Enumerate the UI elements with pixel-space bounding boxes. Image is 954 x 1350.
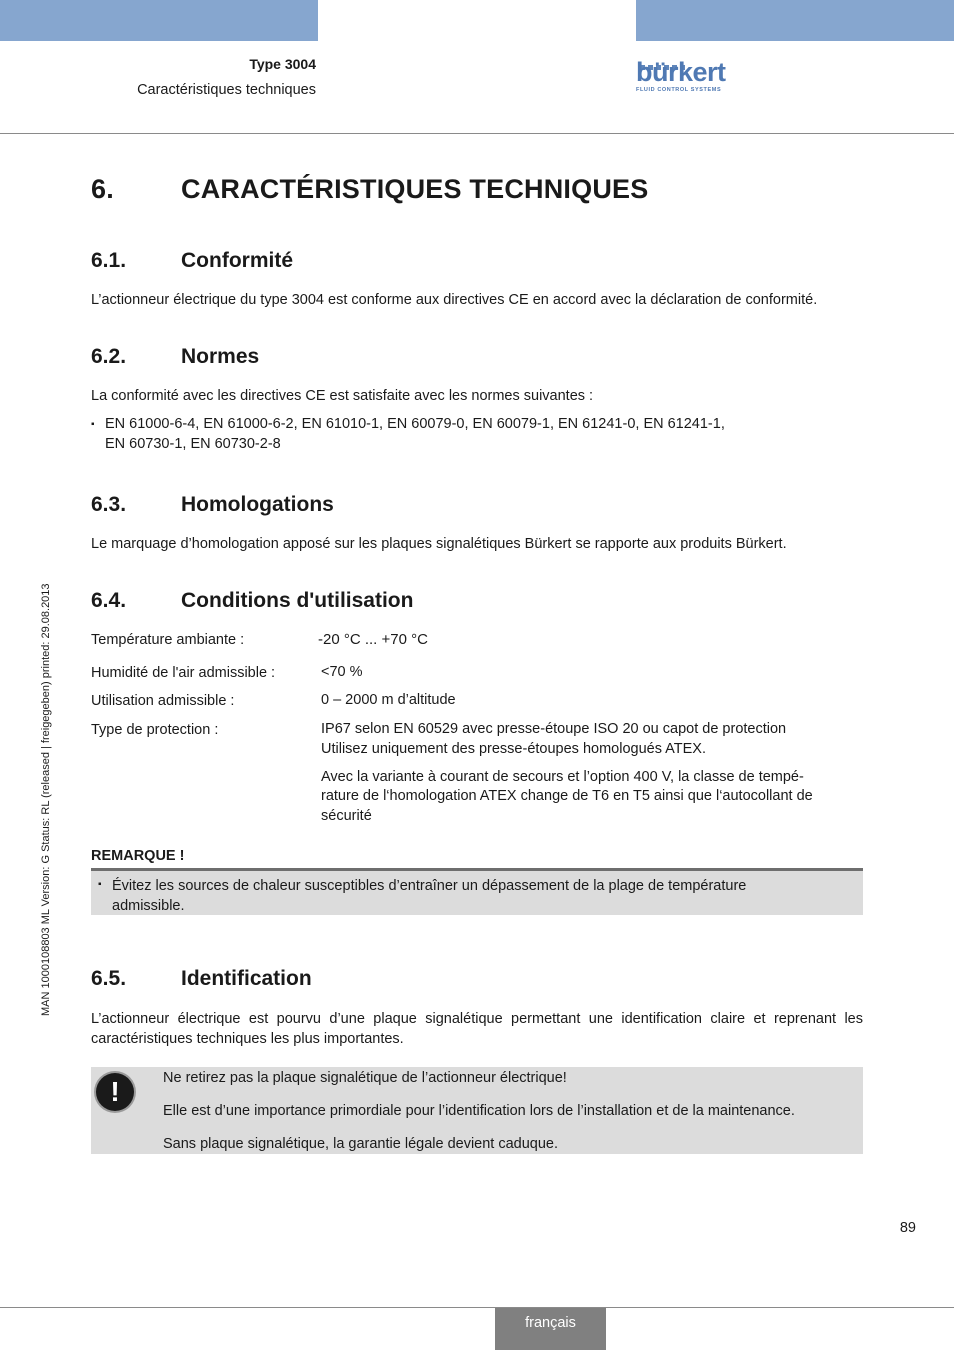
bullet-icon: ▪ [98,879,102,890]
section-number: 6.1. [91,249,127,272]
normes-list-line-2: EN 60730-1, EN 60730-2-8 [105,435,281,452]
remark-box [91,868,863,915]
condition-value-humidity: <70 % [321,664,363,680]
header-divider [0,133,954,134]
conformite-text: L’actionneur électrique du type 3004 est conforme aux directives CE en accord avec la déclaration de conformité. [91,292,818,308]
page-number: 89 [899,1220,916,1236]
bullet-icon: ▪ [91,419,95,430]
header-accent-bar-right [636,0,954,41]
section-heading-identification [91,967,312,991]
exclamation-icon [96,1073,134,1111]
remark-title: REMARQUE ! [91,848,185,864]
condition-value-protection: IP67 selon EN 60529 avec presse-étoupe ISO 20 ou capot de protection [321,721,787,737]
identification-text: L’actionneur électrique est pourvu d’une plaque signalétique permettant une identification claire et reprenant les caractéristiques techniques les plus importantes. [91,1011,863,1047]
section-number: 6.5. [91,967,127,990]
condition-value-temperature: -20 °C ... +70 °C [318,631,428,648]
exclamation-glyph: ! [110,1076,120,1107]
section-heading-homologations [91,493,334,517]
chapter-title: CARACTÉRISTIQUES TECHNIQUES [181,174,649,204]
remark-line-1: Évitez les sources de chaleur susceptibles d’entraîner un dépassement de la plage de température [112,878,747,894]
chapter-number: 6. [91,174,114,204]
condition-label-humidity: Humidité de l'air admissible : [91,665,276,681]
document-section-subtitle: Caractéristiques techniques [137,82,316,98]
condition-label-temperature: Température ambiante : [91,632,245,648]
section-title: Conformité [181,249,293,272]
condition-variant-line-2: rature de l‘homologation ATEX change de T6 en T5 ainsi que l‘autocollant de [321,788,813,804]
section-number: 6.4. [91,589,127,612]
condition-value-altitude: 0 – 2000 m d’altitude [321,692,456,708]
warning-line-3: Sans plaque signalétique, la garantie légale devient caduque. [163,1136,559,1152]
normes-intro: La conformité avec les directives CE est satisfaite avec les normes suivantes : [91,388,594,404]
document-version-note: MAN 1000108803 ML Version: G Status: RL (released | freigegeben) printed: 29.08.2013 [40,583,52,1016]
remark-line-2: admissible. [112,897,185,914]
section-title: Homologations [181,493,334,516]
logo-tagline: FLUID CONTROL SYSTEMS [636,87,722,93]
section-title: Identification [181,967,312,990]
section-heading-conformite [91,249,293,273]
warning-line-1: Ne retirez pas la plaque signalétique de l’actionneur électrique! [163,1070,567,1086]
section-number: 6.2. [91,345,127,368]
document-type-label: Type 3004 [249,56,316,72]
condition-variant-line-1: Avec la variante à courant de secours et l’option 400 V, la classe de tempé- [321,769,804,785]
homologations-text: Le marquage d’homologation apposé sur les plaques signalétiques Bürkert se rapporte aux produits Bürkert. [91,536,787,552]
condition-label-protection: Type de protection : [91,722,219,738]
language-tab: français [495,1308,606,1350]
chapter-heading [91,174,648,205]
section-title: Normes [181,345,260,368]
section-heading-conditions [91,589,413,613]
section-title: Conditions d'utilisation [181,589,414,612]
logo-wordmark: bürkert [636,57,726,87]
section-number: 6.3. [91,493,127,516]
normes-list-line-1: EN 61000-6-4, EN 61000-6-2, EN 61010-1, EN 60079-0, EN 60079-1, EN 61241-0, EN 61241-1, [105,416,725,432]
header-accent-bar-left [0,0,318,41]
warning-line-2: Elle est d’une importance primordiale pour l’identification lors de l’installation et de la maintenance. [163,1103,795,1119]
warning-box [91,1067,863,1154]
section-heading-normes [91,345,259,369]
condition-variant-line-3: sécurité [321,808,372,824]
burkert-logo [636,57,736,97]
condition-label-altitude: Utilisation admissible : [91,693,235,709]
footer-divider [0,1307,954,1308]
condition-value-protection-note: Utilisez uniquement des presse-étoupes homologués ATEX. [321,741,707,757]
